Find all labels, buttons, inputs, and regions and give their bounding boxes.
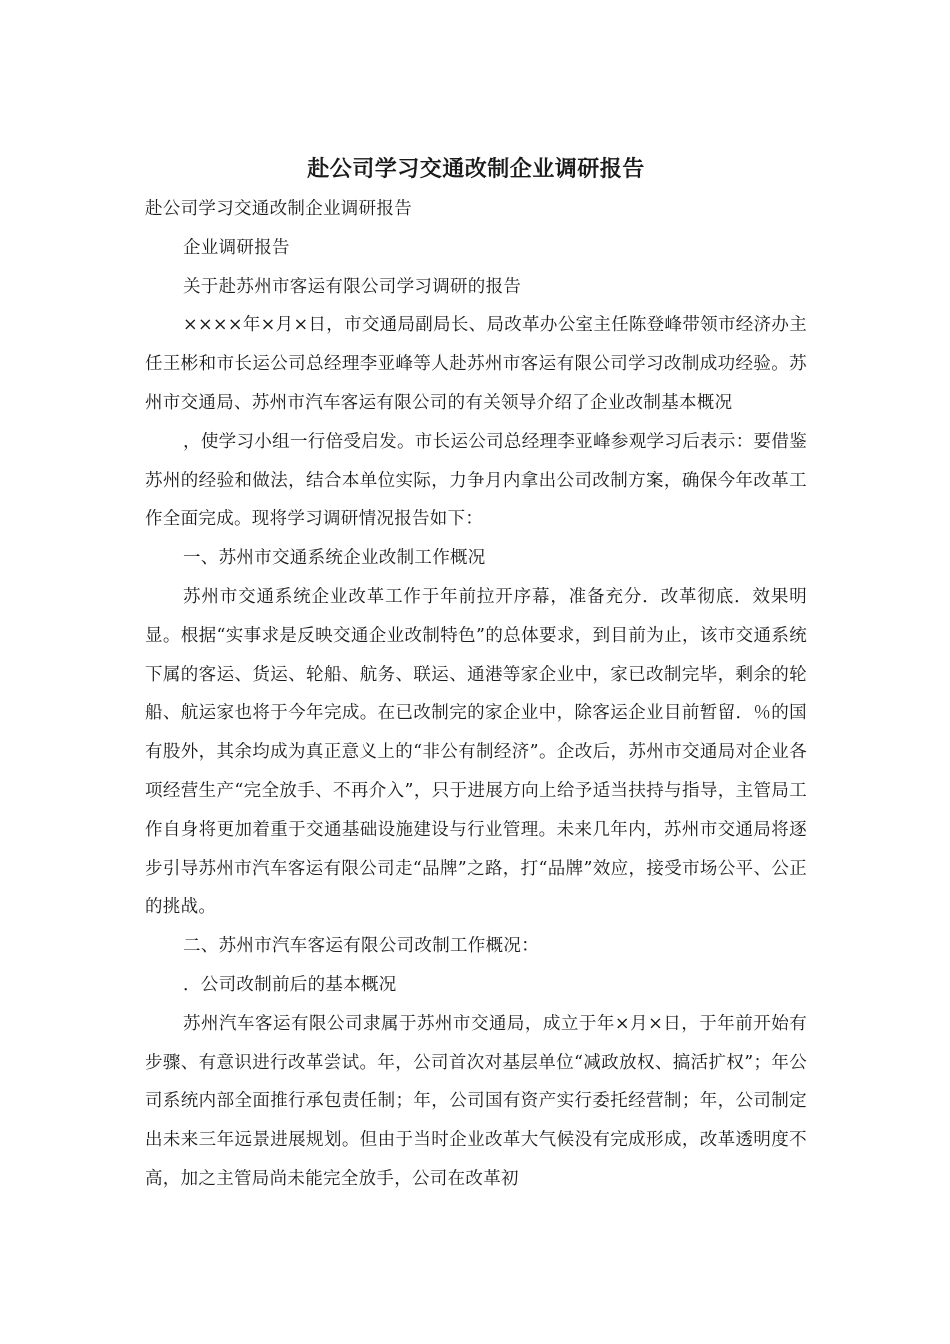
body-paragraph: 苏州汽车客运有限公司隶属于苏州市交通局，成立于年×月×日，于年前开始有步骤、有意识进行改革尝试。年，公司首次对基层单位“减政放权、搞活扩权”；年公司系统内部全面推行承包责任制；年，公司国有资产实行委托经营制；年，公司制定出未来三年远景进展规划。但由于当时企业改革大气候没有完成形成，改革透明度不高，加之主管局尚未能完全放手，公司在改革初: [145, 1013, 807, 1189]
body-paragraph: 苏州市交通系统企业改革工作于年前拉开序幕，准备充分．改革彻底．效果明显。根据“实事求是反映交通企业改制特色”的总体要求，到目前为止，该市交通系统下属的客运、货运、轮船、航务、联运、通港等家企业中，家已改制完毕，剩余的轮船、航运家也将于今年完成。在已改制完的家企业中，除客运企业目前暂留．％的国有股外，其余均成为真正意义上的“非公有制经济”。企改后，苏州市交通局对企业各项经营生产“完全放手、不再介入”，只于进展方向上给予适当扶持与指导，主管局工作自身将更加着重于交通基础设施建设与行业管理。未来几年内，苏州市交通局将逐步引导苏州市汽车客运有限公司走“品牌”之路，打“品牌”效应，接受市场公平、公正的挑战。: [145, 586, 807, 918]
subsection-heading: ．公司改制前后的基本概况: [183, 974, 397, 995]
subtitle-line: 赴公司学习交通改制企业调研报告: [145, 199, 412, 219]
section-heading-2: 二、苏州市汽车客运有限公司改制工作概况：: [183, 936, 539, 957]
report-heading: 关于赴苏州市客运有限公司学习调研的报告: [183, 276, 522, 297]
document-title: 赴公司学习交通改制企业调研报告: [307, 157, 645, 182]
document-page: [145, 150, 807, 1199]
body-paragraph: ××××年×月×日，市交通局副局长、局改革办公室主任陈登峰带领市经济办主任王彬和市长运公司总经理李亚峰等人赴苏州市客运有限公司学习改制成功经验。苏州市交通局、苏州市汽车客运有限公司的有关领导介绍了企业改制基本概况: [145, 315, 807, 413]
body-paragraph: ，使学习小组一行倍受启发。市长运公司总经理李亚峰参观学习后表示：要借鉴苏州的经验和做法，结合本单位实际，力争月内拿出公司改制方案，确保今年改革工作全面完成。现将学习调研情况报告如下：: [145, 431, 807, 530]
section-heading-1: 一、苏州市交通系统企业改制工作概况: [183, 548, 486, 569]
section-label: 企业调研报告: [183, 237, 290, 258]
